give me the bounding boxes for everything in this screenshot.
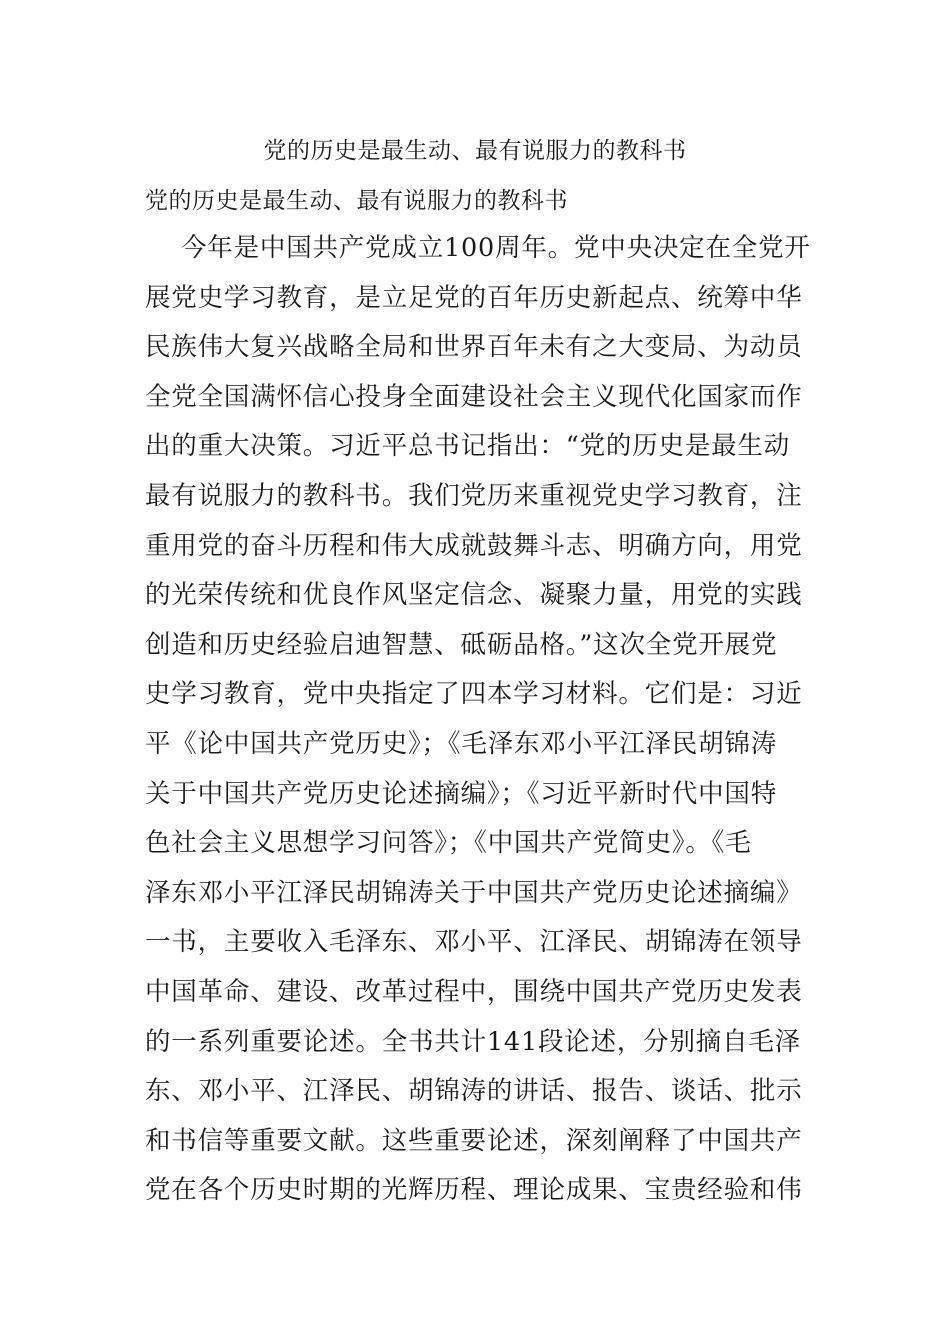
body-line: 史学习教育，党中央指定了四本学习材料。它们是：习近 (145, 679, 803, 710)
body-line: 重用党的奋斗历程和伟大成就鼓舞斗志、明确方向，用党 (145, 530, 803, 561)
body-line: 一书，主要收入毛泽东、邓小平、江泽民、胡锦涛在领导 (145, 927, 803, 958)
body-line: 东、邓小平、江泽民、胡锦涛的讲话、报告、谈话、批示 (145, 1076, 803, 1107)
body-line: 泽东邓小平江泽民胡锦涛关于中国共产党历史论述摘编》 (145, 877, 803, 908)
document-body (145, 224, 811, 1216)
body-line: 的光荣传统和优良作风坚定信念、凝聚力量，用党的实践 (145, 580, 803, 611)
body-line: 色社会主义思想学习问答》；《中国共产党简史》。《毛 (145, 828, 752, 859)
body-line: 创造和历史经验启迪智慧、砥砺品格。”这次全党开展党 (145, 629, 778, 660)
document-subtitle: 党的历史是最生动、最有说服力的教科书 (145, 188, 568, 214)
body-line: 中国革命、建设、改革过程中，围绕中国共产党历史发表 (145, 976, 803, 1007)
body-line: 出的重大决策。习近平总书记指出：“党的历史是最生动 (145, 431, 791, 462)
body-line: 党在各个历史时期的光辉历程、理论成果、宝贵经验和伟 (145, 1175, 803, 1206)
body-line: 全党全国满怀信心投身全面建设社会主义现代化国家而作 (145, 381, 803, 412)
body-line: 民族伟大复兴战略全局和世界百年未有之大变局、为动员 (145, 332, 803, 363)
body-line: 关于中国共产党历史论述摘编》；《习近平新时代中国特 (145, 778, 778, 809)
document-title: 党的历史是最生动、最有说服力的教科书 (263, 138, 687, 164)
body-line: 今年是中国共产党成立100周年。党中央决定在全党开 (181, 233, 811, 263)
body-line: 展党史学习教育，是立足党的百年历史新起点、统筹中华 (145, 282, 803, 313)
body-line: 和书信等重要文献。这些重要论述，深刻阐释了中国共产 (145, 1125, 803, 1156)
body-line: 最有说服力的教科书。我们党历来重视党史学习教育，注 (145, 480, 803, 511)
body-line: 的一系列重要论述。全书共计141段论述，分别摘自毛泽 (145, 1026, 801, 1057)
body-line: 平《论中国共产党历史》；《毛泽东邓小平江泽民胡锦涛 (145, 728, 778, 759)
